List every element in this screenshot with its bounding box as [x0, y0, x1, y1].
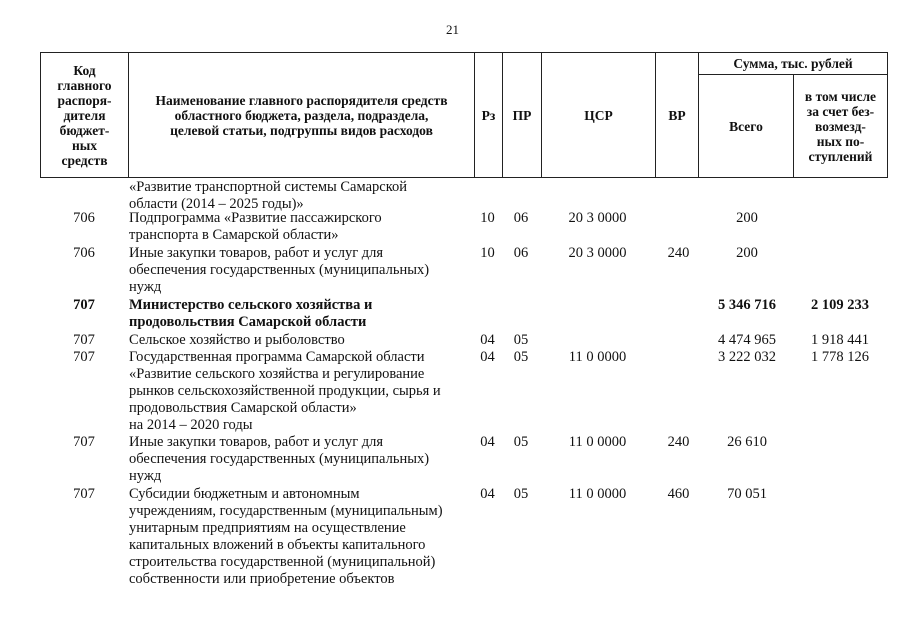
row-code: 707 — [73, 297, 95, 313]
row-name — [129, 245, 474, 296]
row-bez: 1 918 441 — [811, 332, 869, 348]
row-total: 70 051 — [727, 486, 767, 502]
row-pr: 05 — [513, 349, 529, 365]
row-rz: 04 — [480, 349, 495, 365]
row-name-line: нужд — [129, 279, 162, 295]
row-bez: 2 109 233 — [811, 297, 869, 313]
header-vr: ВР — [655, 53, 698, 177]
row-csr: 11 0 0000 — [568, 486, 627, 502]
row-csr: 11 0 0000 — [568, 434, 627, 450]
row-name-line: Субсидии бюджетным и автономным — [129, 486, 360, 502]
row-name-line: рынков сельскохозяйственной продукции, сырья и — [129, 383, 441, 399]
header-bez — [793, 75, 888, 177]
row-pr: 05 — [513, 332, 529, 348]
row-pr: 05 — [513, 434, 529, 450]
row-total: 200 — [736, 210, 758, 226]
row-rz: 04 — [480, 434, 495, 450]
row-name-line: транспорта в Самарской области» — [129, 227, 339, 243]
row-csr: 20 3 0000 — [568, 245, 627, 261]
header-code-line: Код — [73, 62, 96, 78]
row-vr: 240 — [667, 434, 690, 450]
header-name-line: областного бюджета, раздела, подраздела, — [174, 107, 429, 123]
row-rz: 10 — [480, 210, 495, 226]
row-name-line: области (2014 – 2025 годы)» — [129, 196, 304, 212]
page-number: 21 — [446, 22, 459, 37]
row-pr: 06 — [513, 245, 529, 261]
table-header — [40, 52, 888, 178]
header-code — [40, 53, 128, 177]
row-rz: 10 — [480, 245, 495, 261]
row-name — [129, 349, 474, 434]
row-name-line: нужд — [129, 468, 162, 484]
header-sum: Сумма, тыс. рублей — [698, 53, 888, 75]
header-code-line: ных — [71, 137, 98, 153]
header-bez-line: в том числе — [804, 88, 877, 104]
row-name — [129, 486, 474, 588]
row-rz: 04 — [480, 486, 495, 502]
row-total: 200 — [736, 245, 758, 261]
header-code-line: распоря- — [57, 92, 112, 108]
row-name-line: продовольствия Самарской области» — [129, 400, 357, 416]
row-name-line: продовольствия Самарской области — [129, 314, 367, 330]
header-code-line: средств — [61, 152, 108, 168]
header-bez-line: за счет без- — [806, 103, 875, 119]
row-code: 706 — [73, 210, 95, 226]
row-name — [129, 179, 474, 213]
row-total: 26 610 — [727, 434, 767, 450]
row-bez: 1 778 126 — [811, 349, 869, 365]
row-name-line: Подпрограмма «Развитие пассажирского — [129, 210, 382, 226]
header-name — [128, 53, 474, 177]
row-name-line: обеспечения государственных (муниципальных) — [129, 262, 430, 278]
header-code-line: главного — [57, 77, 112, 93]
header-name-line: целевой статьи, подгруппы видов расходов — [170, 122, 433, 138]
row-total: 3 222 032 — [718, 349, 776, 365]
row-name-line: Государственная программа Самарской области — [129, 349, 425, 365]
row-name — [129, 332, 474, 349]
row-code: 707 — [73, 434, 95, 450]
row-name-line: учреждениям, государственным (муниципальным) — [129, 503, 443, 519]
row-name — [129, 210, 474, 244]
row-name-line: «Развитие сельского хозяйства и регулирование — [129, 366, 425, 382]
row-name-line: на 2014 – 2020 годы — [129, 417, 253, 433]
row-name-line: Сельское хозяйство и рыболовство — [129, 332, 345, 348]
row-code: 707 — [73, 486, 95, 502]
row-name-line: обеспечения государственных (муниципальных) — [129, 451, 430, 467]
header-name-line: Наименование главного распорядителя средств — [155, 92, 448, 108]
row-name — [129, 434, 474, 485]
header-bez-line: возмезд- — [815, 118, 866, 134]
header-code-line: дителя — [63, 107, 106, 123]
row-total: 4 474 965 — [718, 332, 776, 348]
header-csr: ЦСР — [541, 53, 655, 177]
header-total: Всего — [698, 75, 793, 177]
header-rz: Рз — [474, 53, 502, 177]
row-csr: 11 0 0000 — [568, 349, 627, 365]
row-vr: 240 — [667, 245, 690, 261]
row-name-line: унитарным предприятиям на осуществление — [129, 520, 406, 536]
header-bez-line: ступлений — [808, 148, 873, 164]
row-csr: 20 3 0000 — [568, 210, 627, 226]
row-name-line: Иные закупки товаров, работ и услуг для — [129, 434, 384, 450]
row-code: 707 — [73, 332, 95, 348]
row-rz: 04 — [480, 332, 495, 348]
header-bez-line: ных по- — [816, 133, 865, 149]
row-name — [129, 297, 474, 331]
row-name-line: строительства государственной (муниципальной) — [129, 554, 436, 570]
row-name-line: собственности или приобретение объектов — [129, 571, 395, 587]
row-name-line: Министерство сельского хозяйства и — [129, 297, 373, 313]
row-name-line: капитальных вложений в объекты капитального — [129, 537, 426, 553]
row-code: 706 — [73, 245, 95, 261]
row-pr: 06 — [513, 210, 529, 226]
row-total: 5 346 716 — [718, 297, 776, 313]
row-vr: 460 — [667, 486, 690, 502]
row-code: 707 — [73, 349, 95, 365]
row-name-line: Иные закупки товаров, работ и услуг для — [129, 245, 384, 261]
row-name-line: «Развитие транспортной системы Самарской — [129, 179, 408, 195]
header-code-line: бюджет- — [59, 122, 110, 138]
header-pr: ПР — [502, 53, 541, 177]
row-pr: 05 — [513, 486, 529, 502]
